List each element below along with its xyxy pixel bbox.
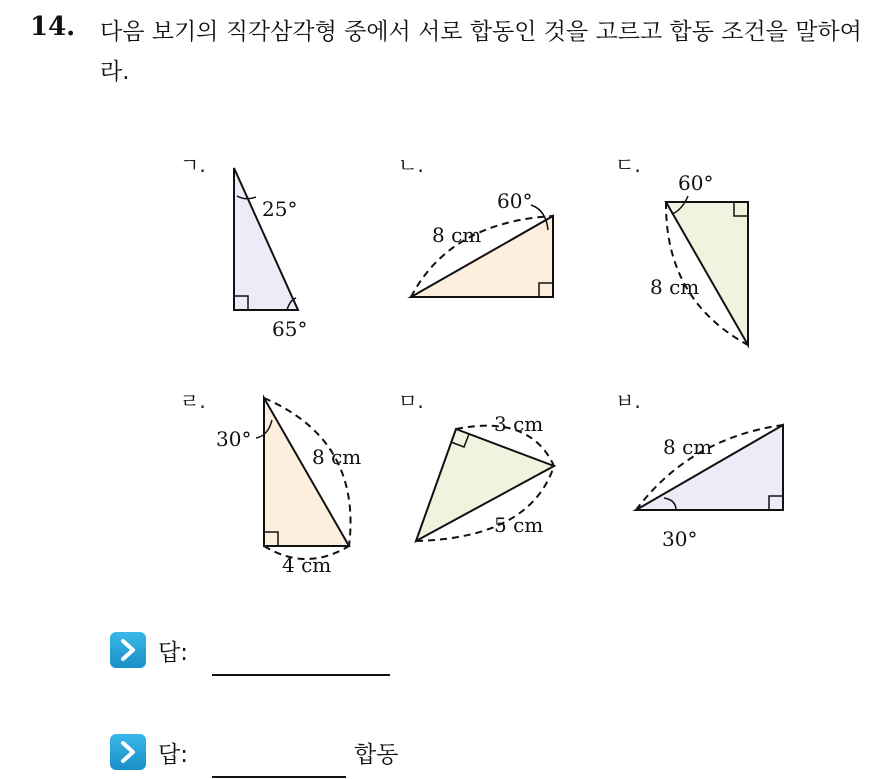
- chevron-right-icon: [110, 632, 146, 668]
- length-label: 4 cm: [282, 553, 332, 577]
- angle-label: 30°: [662, 527, 698, 551]
- figure-label: ㄴ.: [398, 153, 424, 177]
- figure-label: ㄱ.: [180, 153, 206, 177]
- answer-blank[interactable]: [212, 674, 390, 676]
- figure-label: ㅂ.: [615, 389, 641, 413]
- figure-label: ㅁ.: [398, 389, 424, 413]
- angle-label: 60°: [678, 171, 714, 195]
- figure-mieum: [398, 389, 554, 541]
- question-text: 다음 보기의 직각삼각형 중에서 서로 합동인 것을 고르고 합동 조건을 말하여라.: [100, 19, 862, 85]
- triangle: [264, 398, 349, 546]
- chevron-right-icon: [110, 734, 146, 770]
- length-label: 8 cm: [663, 435, 713, 459]
- answer-label: 답:: [158, 742, 188, 768]
- answer-blank[interactable]: [212, 776, 346, 778]
- length-label: 8 cm: [312, 445, 362, 469]
- length-label: 5 cm: [494, 513, 544, 537]
- angle-label: 30°: [216, 427, 252, 451]
- figure-giyeok: [180, 153, 307, 341]
- figure-nieun: [398, 153, 553, 297]
- answer-label: 답:: [158, 640, 188, 666]
- figure-label: ㄹ.: [180, 389, 206, 413]
- length-label: 8 cm: [432, 223, 482, 247]
- answer-row-2: [110, 732, 410, 772]
- answer-row-1: [110, 630, 410, 670]
- length-label: 8 cm: [650, 275, 700, 299]
- figure-rieul: [180, 389, 361, 577]
- angle-label: 65°: [272, 317, 308, 341]
- angle-label: 60°: [497, 189, 533, 213]
- answer-suffix: 합동: [354, 742, 399, 768]
- triangle: [234, 168, 298, 310]
- question-number: 14.: [30, 12, 76, 42]
- figure-bieup: [615, 389, 783, 551]
- figure-digeut: [615, 153, 748, 345]
- length-label: 3 cm: [494, 412, 544, 436]
- angle-label: 25°: [262, 197, 298, 221]
- figure-label: ㄷ.: [615, 153, 641, 177]
